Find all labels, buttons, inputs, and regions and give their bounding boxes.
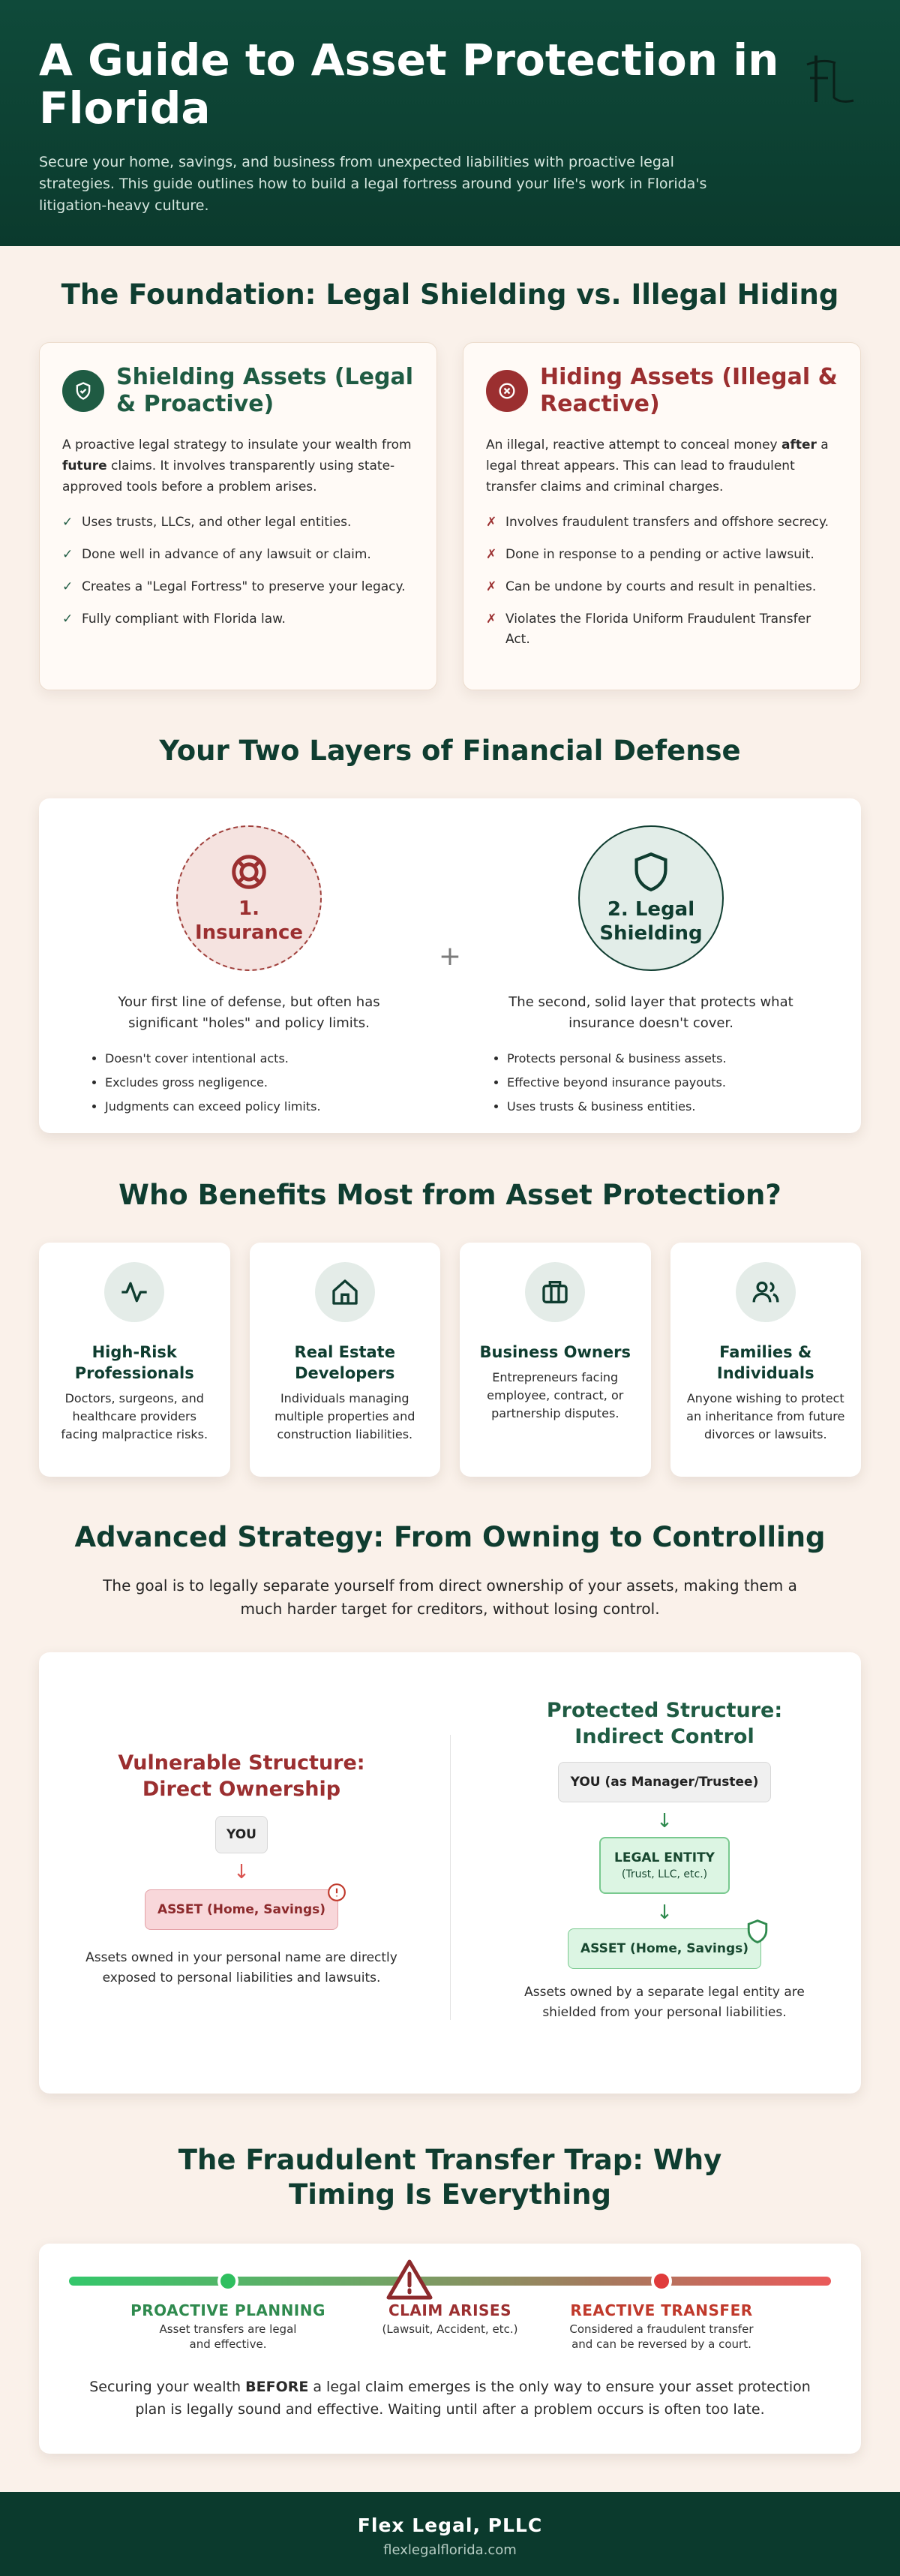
shielding-point: ✓ Uses trusts, LLCs, and other legal entities.: [62, 512, 414, 533]
structure-comparison-card: [39, 1652, 861, 2094]
hero-banner: [0, 0, 900, 246]
legal-shielding-layer: [464, 825, 838, 1123]
foundation-title: The Foundation: Legal Shielding vs. Illegal Hiding: [61, 278, 839, 311]
timeline-dot-reactive: [651, 2271, 672, 2292]
strategy-intro: The goal is to legally separate yourself from direct ownership of your assets, making them a much harder target for creditors, without losing control.: [103, 1577, 797, 1618]
vulnerable-heading: Vulnerable Structure: Direct Ownership: [118, 1751, 365, 1801]
hiding-point: ✗ Done in response to a pending or active lawsuit.: [486, 545, 838, 565]
shielding-heading: Shielding Assets (Legal & Proactive): [116, 364, 414, 417]
shield-icon: [632, 851, 670, 893]
hero-subtitle: Secure your home, savings, and business from unexpected liabilities with proactive legal strategies. This guide outlines how to build a legal fortress around your life's work in Florida's litigation-heavy culture.: [39, 154, 707, 214]
check-icon: ✓: [62, 547, 74, 562]
divider: [450, 1735, 451, 2020]
you-box: YOU: [215, 1816, 268, 1853]
activity-icon: [104, 1262, 164, 1322]
strategy-title: Advanced Strategy: From Owning to Controlling: [74, 1521, 826, 1553]
hiding-description: An illegal, reactive attempt to conceal money after a legal threat appears. This can lead to fraudulent transfer claims and criminal charges.: [486, 437, 829, 494]
hiding-card: [463, 342, 861, 690]
cross-icon: ✗: [486, 612, 497, 627]
arrow-down-icon: ↓: [656, 1810, 673, 1832]
legal-shielding-point: • Uses trusts & business entities.: [507, 1099, 838, 1115]
check-icon: ✓: [62, 612, 74, 627]
legal-shielding-description: The second, solid layer that protects what insurance doesn't cover.: [508, 994, 794, 1031]
shielding-description: A proactive legal strategy to insulate your wealth from future claims. It involves transparently using state-approved tools before a problem arises.: [62, 437, 412, 494]
alert-circle-icon: [327, 1883, 346, 1902]
cross-icon: ✗: [486, 515, 497, 530]
shield-check-icon: [746, 1919, 770, 1944]
legal-shielding-circle: 2. Legal Shielding: [578, 825, 724, 971]
warning-icon: [386, 2259, 434, 2301]
legal-entity-box: LEGAL ENTITY (Trust, LLC, etc.): [599, 1837, 730, 1894]
page-title: A Guide to Asset Protection in Florida: [39, 35, 779, 134]
cross-icon: ✗: [486, 579, 497, 594]
firm-name: Flex Legal, PLLC: [357, 2514, 543, 2536]
timing-section: [39, 2143, 861, 2454]
arrow-down-icon: ↓: [656, 1901, 673, 1924]
timeline-bar: [69, 2277, 831, 2286]
legal-shielding-point: • Protects personal & business assets.: [507, 1051, 838, 1067]
firm-logo: [801, 48, 861, 116]
manager-box: YOU (as Manager/Trustee): [558, 1762, 772, 1802]
plus-sign: +: [438, 941, 462, 972]
foundation-section: [39, 278, 861, 690]
briefcase-icon: [525, 1262, 585, 1322]
arrow-down-icon: ↓: [233, 1861, 250, 1883]
shield-check-icon: [62, 370, 104, 412]
lifebuoy-icon: [229, 852, 269, 892]
insurance-description: Your first line of defense, but often has significant "holes" and policy limits.: [118, 994, 380, 1031]
timeline-dot-planning: [218, 2271, 238, 2292]
benefit-card-business-owners: Business Owners Entrepreneurs facing employee, contract, or partnership disputes.: [460, 1243, 651, 1477]
shielding-card: [39, 342, 437, 690]
insurance-point: • Doesn't cover intentional acts.: [105, 1051, 436, 1067]
protected-asset-box: ASSET (Home, Savings): [568, 1928, 761, 1969]
defense-layers-card: [39, 798, 861, 1133]
stage-claim-arises: CLAIM ARISES (Lawsuit, Accident, etc.): [382, 2301, 518, 2336]
home-icon: [315, 1262, 375, 1322]
protected-note: Assets owned by a separate legal entity are shielded from your personal liabilities.: [524, 1985, 805, 2020]
hiding-point: ✗ Involves fraudulent transfers and offshore secrecy.: [486, 512, 838, 533]
benefits-section: [39, 1178, 861, 1477]
exposed-asset-box: ASSET (Home, Savings): [145, 1889, 338, 1930]
benefits-title: Who Benefits Most from Asset Protection?: [118, 1179, 782, 1211]
timing-title: The Fraudulent Transfer Trap: Why Timing Is Everything: [178, 2144, 722, 2211]
insurance-layer: [62, 825, 436, 1123]
timing-note: Securing your wealth BEFORE a legal claim emerges is the only way to ensure your asset protection plan is legally sound and effective. Waiting until after a problem occurs is often too late.: [89, 2379, 811, 2418]
insurance-point: • Judgments can exceed policy limits.: [105, 1099, 436, 1115]
cross-icon: ✗: [486, 547, 497, 562]
protected-heading: Protected Structure: Indirect Control: [546, 1699, 783, 1748]
hiding-point: ✗ Can be undone by courts and result in penalties.: [486, 577, 838, 597]
website-link[interactable]: flexlegalflorida.com: [383, 2542, 517, 2558]
hiding-heading: Hiding Assets (Illegal & Reactive): [540, 364, 838, 417]
legal-shielding-point: • Effective beyond insurance payouts.: [507, 1075, 838, 1091]
vulnerable-structure: [46, 1750, 436, 1988]
insurance-circle: 1. Insurance: [176, 825, 322, 971]
defense-layers-section: [39, 734, 861, 1133]
benefit-card-professionals: High-Risk Professionals Doctors, surgeons, and healthcare providers facing malpractice risks.: [39, 1243, 230, 1477]
protected-structure: [470, 1697, 860, 2023]
strategy-section: [39, 1520, 861, 2094]
insurance-point: • Excludes gross negligence.: [105, 1075, 436, 1091]
timeline-card: [39, 2244, 861, 2454]
defense-layers-title: Your Two Layers of Financial Defense: [159, 735, 741, 767]
benefit-card-developers: Real Estate Developers Individuals managing multiple properties and construction liabilities.: [250, 1243, 441, 1477]
shielding-point: ✓ Done well in advance of any lawsuit or claim.: [62, 545, 414, 565]
check-icon: ✓: [62, 579, 74, 594]
check-icon: ✓: [62, 515, 74, 530]
hiding-point: ✗ Violates the Florida Uniform Fraudulent Transfer Act.: [486, 609, 838, 650]
stage-proactive-planning: PROACTIVE PLANNING Asset transfers are legal and effective.: [130, 2301, 326, 2351]
x-circle-icon: [486, 370, 528, 412]
users-icon: [736, 1262, 796, 1322]
shielding-point: ✓ Creates a "Legal Fortress" to preserve your legacy.: [62, 577, 414, 597]
shielding-point: ✓ Fully compliant with Florida law.: [62, 609, 414, 630]
benefit-card-families: Families & Individuals Anyone wishing to protect an inheritance from future divorces or lawsuits.: [670, 1243, 862, 1477]
footer: [0, 2492, 900, 2576]
vulnerable-note: Assets owned in your personal name are directly exposed to personal liabilities and lawsuits.: [86, 1950, 398, 1985]
stage-reactive-transfer: REACTIVE TRANSFER Considered a fraudulent transfer and can be reversed by a court.: [569, 2301, 754, 2351]
